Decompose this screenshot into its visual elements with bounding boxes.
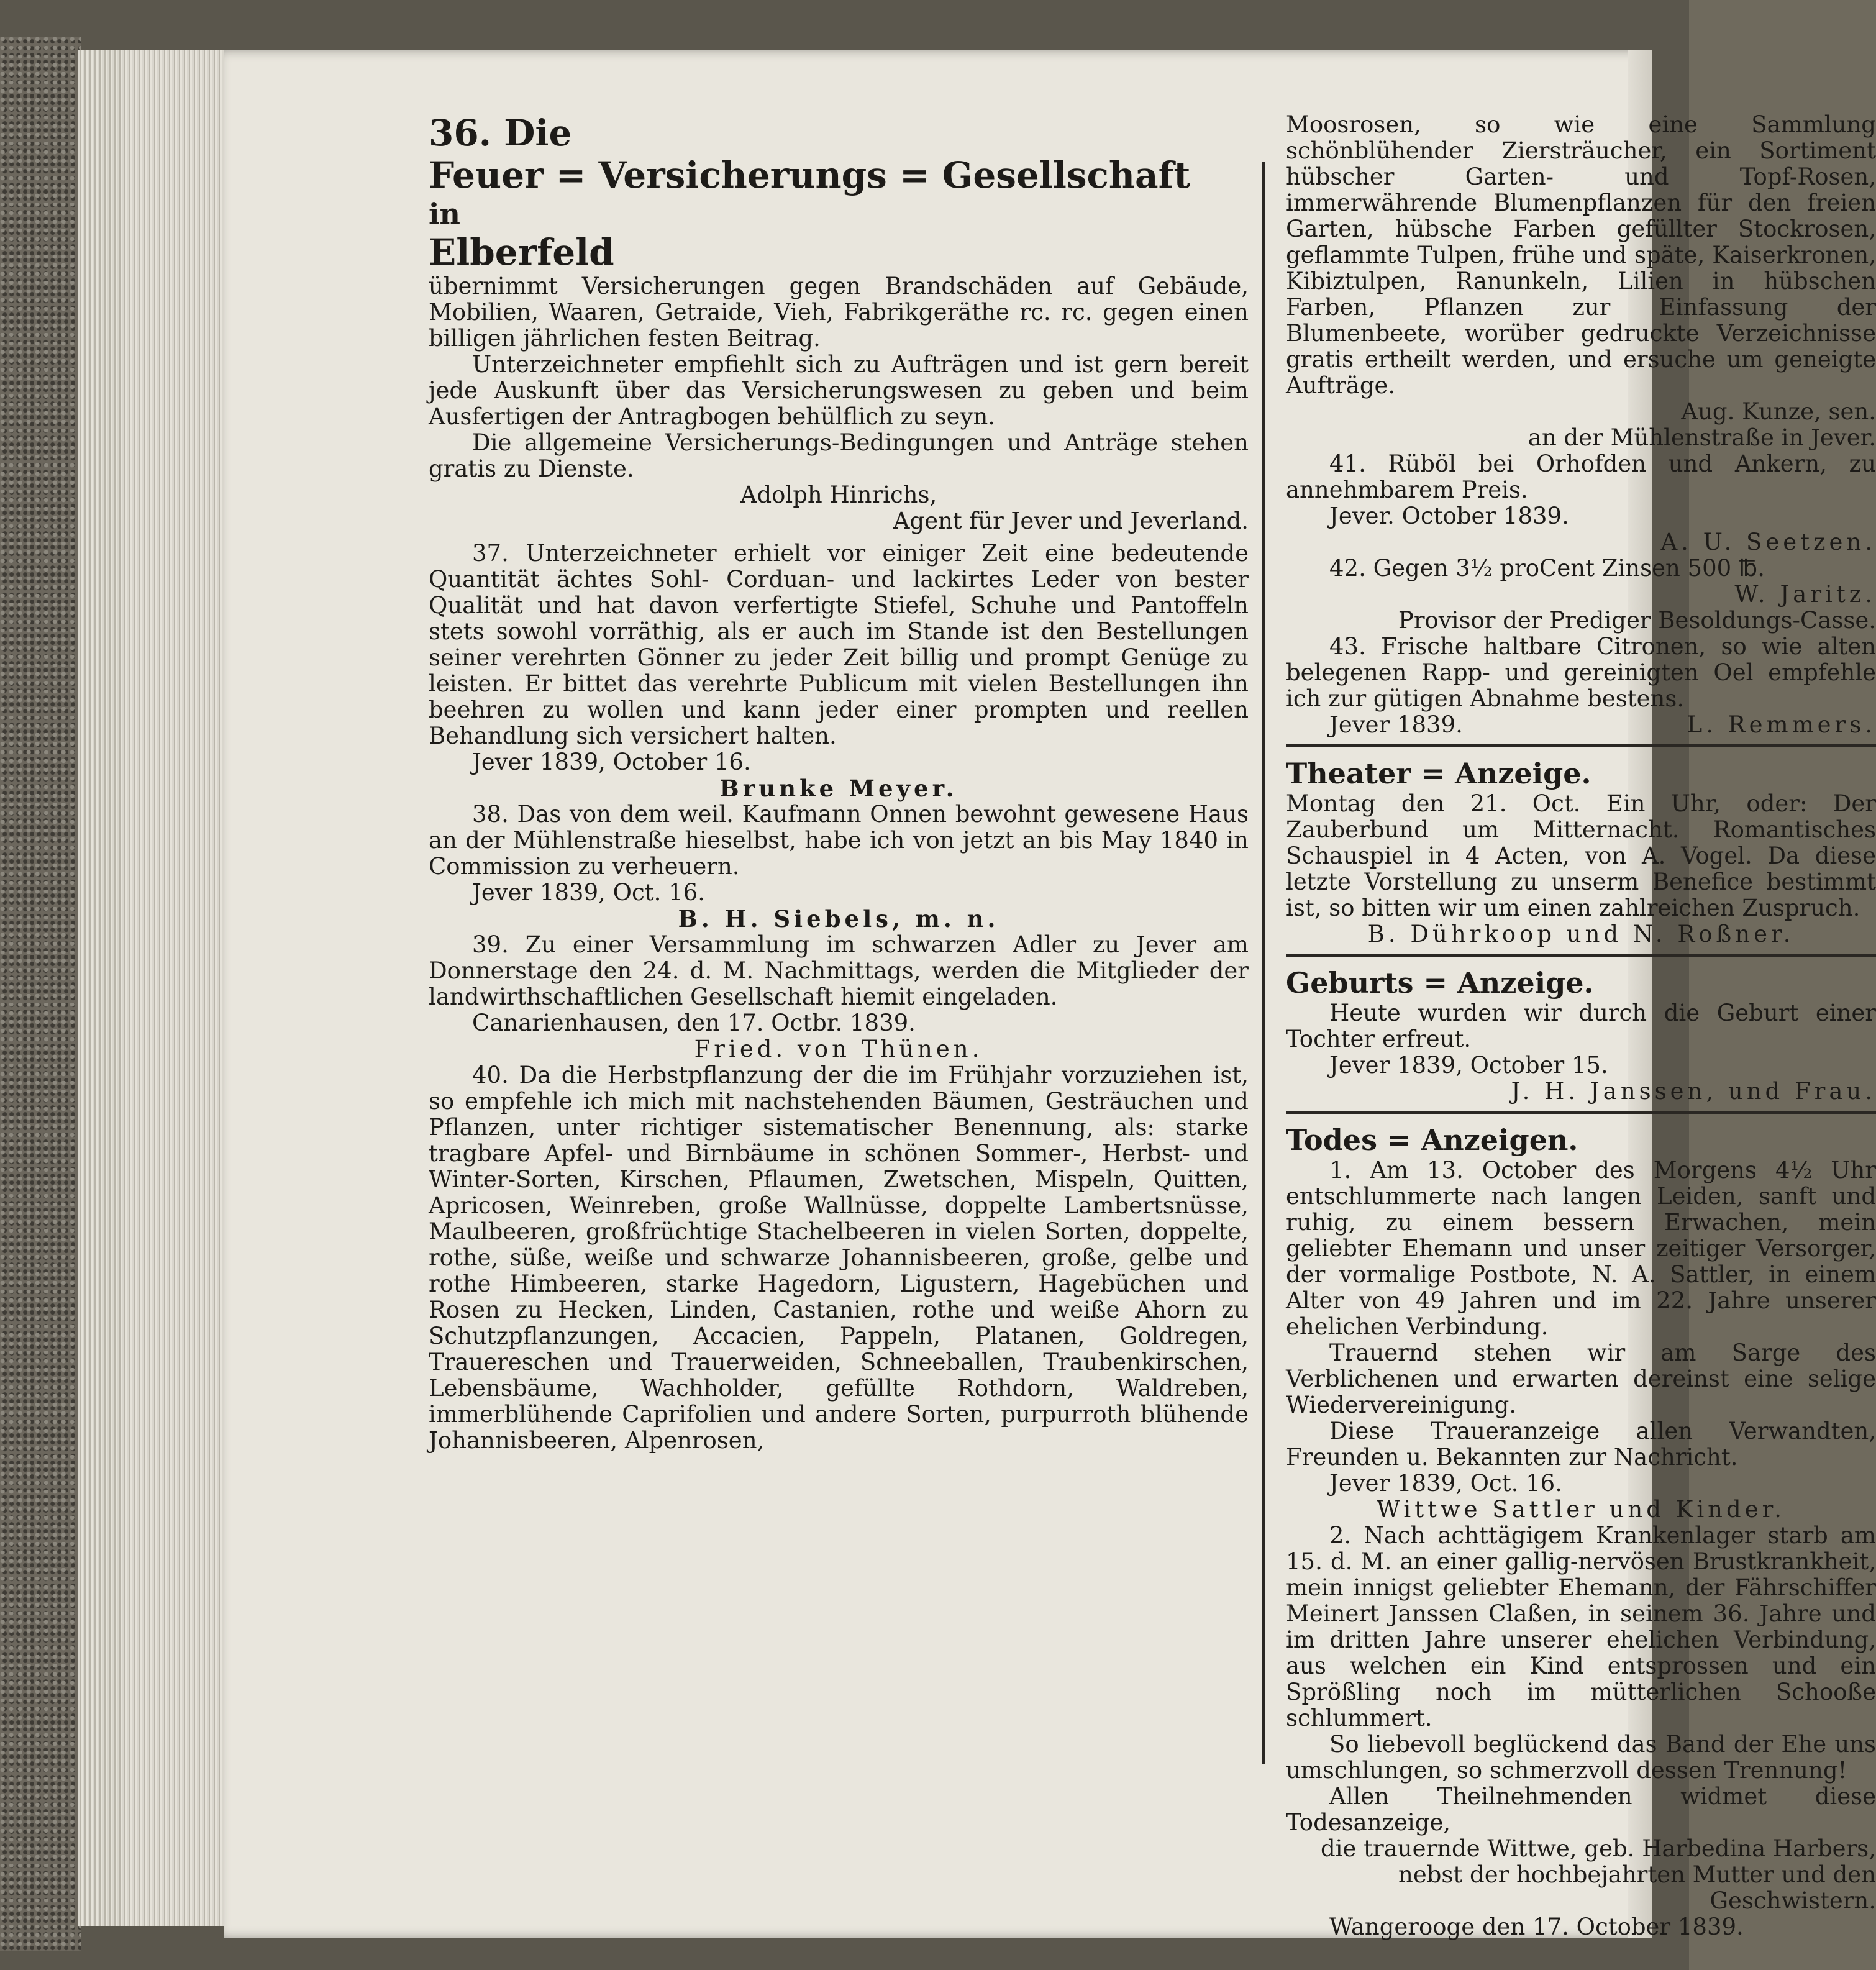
newspaper-page [224, 50, 1876, 1940]
ad36-head3: in [429, 197, 460, 230]
page-edges [78, 50, 233, 1926]
ad36-signature: Adolph Hinrichs, [740, 481, 937, 508]
ad37-signature: Brunke Meyer. [719, 775, 958, 802]
ad43-body: 43. Frische haltbare Citronen, so wie alten belegenen Rapp- und gereinigten Oel empfehle ich zur gütigen Abnahme bestens. [1286, 633, 1876, 712]
ad36-head4: Elberfeld [429, 231, 614, 273]
death-body4: 2. Nach achttägigem Krankenlager starb am 15. d. M. an einer gallig-nervösen Brustkrankheit, mein innigst geliebter Ehemann, der Fährschiffer Meinert Janssen Claßen, in seinem 36. Jahre und im dritten Jahre unserer ehelichen Verbindung, aus welchen ein Kind entsprossen und ein Sprößling noch im mütterlichen Schooße schlummert. [1286, 1522, 1876, 1731]
ad43-date: Jever 1839. [1329, 711, 1463, 738]
death-body6: Allen Theilnehmenden widmet diese Todesanzeige, [1286, 1783, 1876, 1836]
ad37-date: Jever 1839, October 16. [472, 749, 751, 775]
theater-signature: B. Dührkoop und N. Roßner. [1367, 921, 1795, 947]
birth-title: Geburts = Anzeige. [1286, 966, 1594, 1000]
ad38-signature: B. H. Siebels, m. n. [678, 905, 999, 933]
ad41-body: 41. Rüböl bei Orhofden und Ankern, zu annehmbarem Preis. [1286, 450, 1876, 503]
ad42-signature: W. Jaritz. [1734, 581, 1876, 608]
death-title: Todes = Anzeigen. [1286, 1123, 1578, 1157]
ad38-body: 38. Das von dem weil. Kaufmann Onnen bewohnt gewesene Haus an der Mühlenstraße hieselbst, habe ich von jetzt an bis May 1840 in Commission zu verheuern. [429, 801, 1249, 880]
ad36-header [429, 112, 1249, 154]
section-rule [1286, 1111, 1876, 1114]
ad43-footer [1286, 712, 1876, 738]
ad42-signature-role: Provisor der Prediger Besoldungs-Casse. [1398, 607, 1876, 634]
theater-body: Montag den 21. Oct. Ein Uhr, oder: Der Zauberbund um Mitternacht. Romantisches Schauspiel in 4 Acten, von A. Vogel. Da diese letzte Vorstellung zu unserm Benefice bestimmt ist, so bitten wir um einen zahlreichen Zuspruch. [1286, 790, 1876, 921]
ad40-body: 40. Da die Herbstpflanzung der die im Frühjahr vorzuziehen ist, so empfehle ich mich mit nachstehenden Bäumen, Gesträuchen und Pflanzen, unter richtiger sistematischer Benennung, als: starke tragbare Apfel- und Birnbäume in schönen Sommer-, Herbst- und Winter-Sorten, Kirschen, Pflaumen, Zwetschen, Mispeln, Quitten, Apricosen, Weinreben, große Wallnüsse, doppelte Lambertsnüsse, Maulbeeren, großfrüchtige Stachelbeeren in vielen Sorten, doppelte, rothe, süße, weiße und schwarze Johannisbeeren, große, gelbe und rothe Himbeeren, starke Hagedorn, Ligustern, Hagebüchen und Rosen zu Hecken, Linden, Castanien, rothe und weiße Ahorn zu Schutzpflanzungen, Accacien, Pappeln, Platanen, Goldregen, Trauereschen und Trauerweiden, Schneeballen, Traubenkirschen, Lebensbäume, Wachholder, gefüllte Rothdorn, Waldreben, immerblühende Caprifolien und andere Sorten, purpurroth blühende Johannisbeeren, Alpenrosen, [429, 1062, 1249, 1454]
death-date2: Wangerooge den 17. October 1839. [1329, 1913, 1744, 1940]
ad40-continued: Moosrosen, so wie eine Sammlung schönblühender Ziersträucher, ein Sortiment hübscher Garten- und Topf-Rosen, immerwährende Blumenpflanzen für den freien Garten, hübsche Farben gefüllter Stockrosen, geflammte Tulpen, frühe und späte, Kaiserkronen, Kibiztulpen, Ranunkeln, Lilien in hübschen Farben, Pflanzen zur Einfassung der Blumenbeete, worüber gedruckte Verzeichnisse gratis ertheilt werden, und ersuche um geneigte Aufträge. [1286, 111, 1876, 399]
ad36-body2: Unterzeichneter empfiehlt sich zu Aufträgen und ist gern bereit jede Auskunft über das Versicherungswesen zu geben und beim Ausfertigen der Antragbogen behülflich zu seyn. [429, 351, 1249, 430]
death-signature1: Wittwe Sattler und Kinder. [1377, 1496, 1785, 1523]
death-body2: Trauernd stehen wir am Sarge des Verblichenen und erwarten dereinst eine selige Wiedervereinigung. [1286, 1339, 1876, 1418]
ad43-signature: L. Remmers. [1687, 711, 1876, 738]
ad39-signature: Fried. von Thünen. [694, 1036, 983, 1062]
right-column [1286, 112, 1876, 1940]
birth-body: Heute wurden wir durch die Geburt einer Tochter erfreut. [1286, 1000, 1876, 1052]
death-date1: Jever 1839, Oct. 16. [1329, 1470, 1562, 1497]
ad36-signature-role: Agent für Jever und Jeverland. [893, 508, 1249, 534]
birth-signature: J. H. Janssen, und Frau. [1511, 1078, 1876, 1105]
ad39-date: Canarienhausen, den 17. Octbr. 1839. [472, 1010, 916, 1036]
ad40-signature-address: an der Mühlenstraße in Jever. [1528, 424, 1876, 451]
section-rule [1286, 744, 1876, 747]
ad40-signature: Aug. Kunze, sen. [1681, 398, 1876, 425]
left-column [429, 112, 1249, 1454]
ad41-signature: A. U. Seetzen. [1660, 529, 1876, 555]
marbled-cover [0, 37, 81, 1951]
section-rule [1286, 954, 1876, 957]
ad41-date: Jever. October 1839. [1329, 503, 1569, 529]
death-body3: Diese Traueranzeige allen Verwandten, Freunden u. Bekannten zur Nachricht. [1286, 1418, 1876, 1471]
ad38-date: Jever 1839, Oct. 16. [472, 879, 705, 906]
theater-title: Theater = Anzeige. [1286, 757, 1591, 790]
death-signature2b: nebst der hochbejahrten Mutter und den Geschwistern. [1398, 1861, 1876, 1914]
death-body1: 1. Am 13. October des Morgens 4½ Uhr entschlummerte nach langen Leiden, sanft und ruhig, zu einem bessern Erwachen, mein geliebter Ehemann und unser zeitiger Versorger, der vormalige Postbote, N. A. Sattler, in einem Alter von 49 Jahren und im 22. Jahre unserer ehelichen Verbindung. [1286, 1157, 1876, 1340]
ad36-body3: Die allgemeine Versicherungs-Bedingungen und Anträge stehen gratis zu Dienste. [429, 429, 1249, 482]
ad39-body: 39. Zu einer Versammlung im schwarzen Adler zu Jever am Donnerstage den 24. d. M. Nachmittags, werden die Mitglieder der landwirthschaftlichen Gesellschaft hiemit eingeladen. [429, 931, 1249, 1010]
ad36-body1: übernimmt Versicherungen gegen Brandschäden auf Gebäude, Mobilien, Waaren, Getraide, Vieh, Fabrikgeräthe rc. rc. gegen einen billigen jährlichen festen Beitrag. [429, 273, 1249, 352]
death-body5: So liebevoll beglückend das Band der Ehe uns umschlungen, so schmerzvoll dessen Trennung! [1286, 1731, 1876, 1784]
ad36-head2: Feuer = Versicherungs = Gesellschaft [429, 154, 1191, 196]
ad37-body: 37. Unterzeichneter erhielt vor einiger Zeit eine bedeutende Quantität ächtes Sohl- Corduan- und lackirtes Leder von bester Qualität und hat davon verfertigte Stiefel, Schuhe und Pantoffeln stets sowohl vorräthig, als er auch im Stande ist den Bestellungen seiner verehrten Gönner zu jeder Zeit billig und prompt Genüge zu leisten. Er bittet das verehrte Publicum mit vielen Bestellungen ihn beehren zu wollen und kann jeder einer prompten und reellen Behandlung sich versichert halten. [429, 540, 1249, 749]
ad36-number: 36. [429, 112, 491, 154]
birth-date: Jever 1839, October 15. [1329, 1052, 1608, 1078]
death-signature2a: die trauernde Wittwe, geb. Harbedina Harbers, [1321, 1835, 1876, 1862]
column-divider [1262, 162, 1265, 1764]
ad36-head1: Die [504, 112, 572, 154]
ad42-body: 42. Gegen 3½ proCent Zinsen 500 ℔. [1329, 555, 1765, 581]
